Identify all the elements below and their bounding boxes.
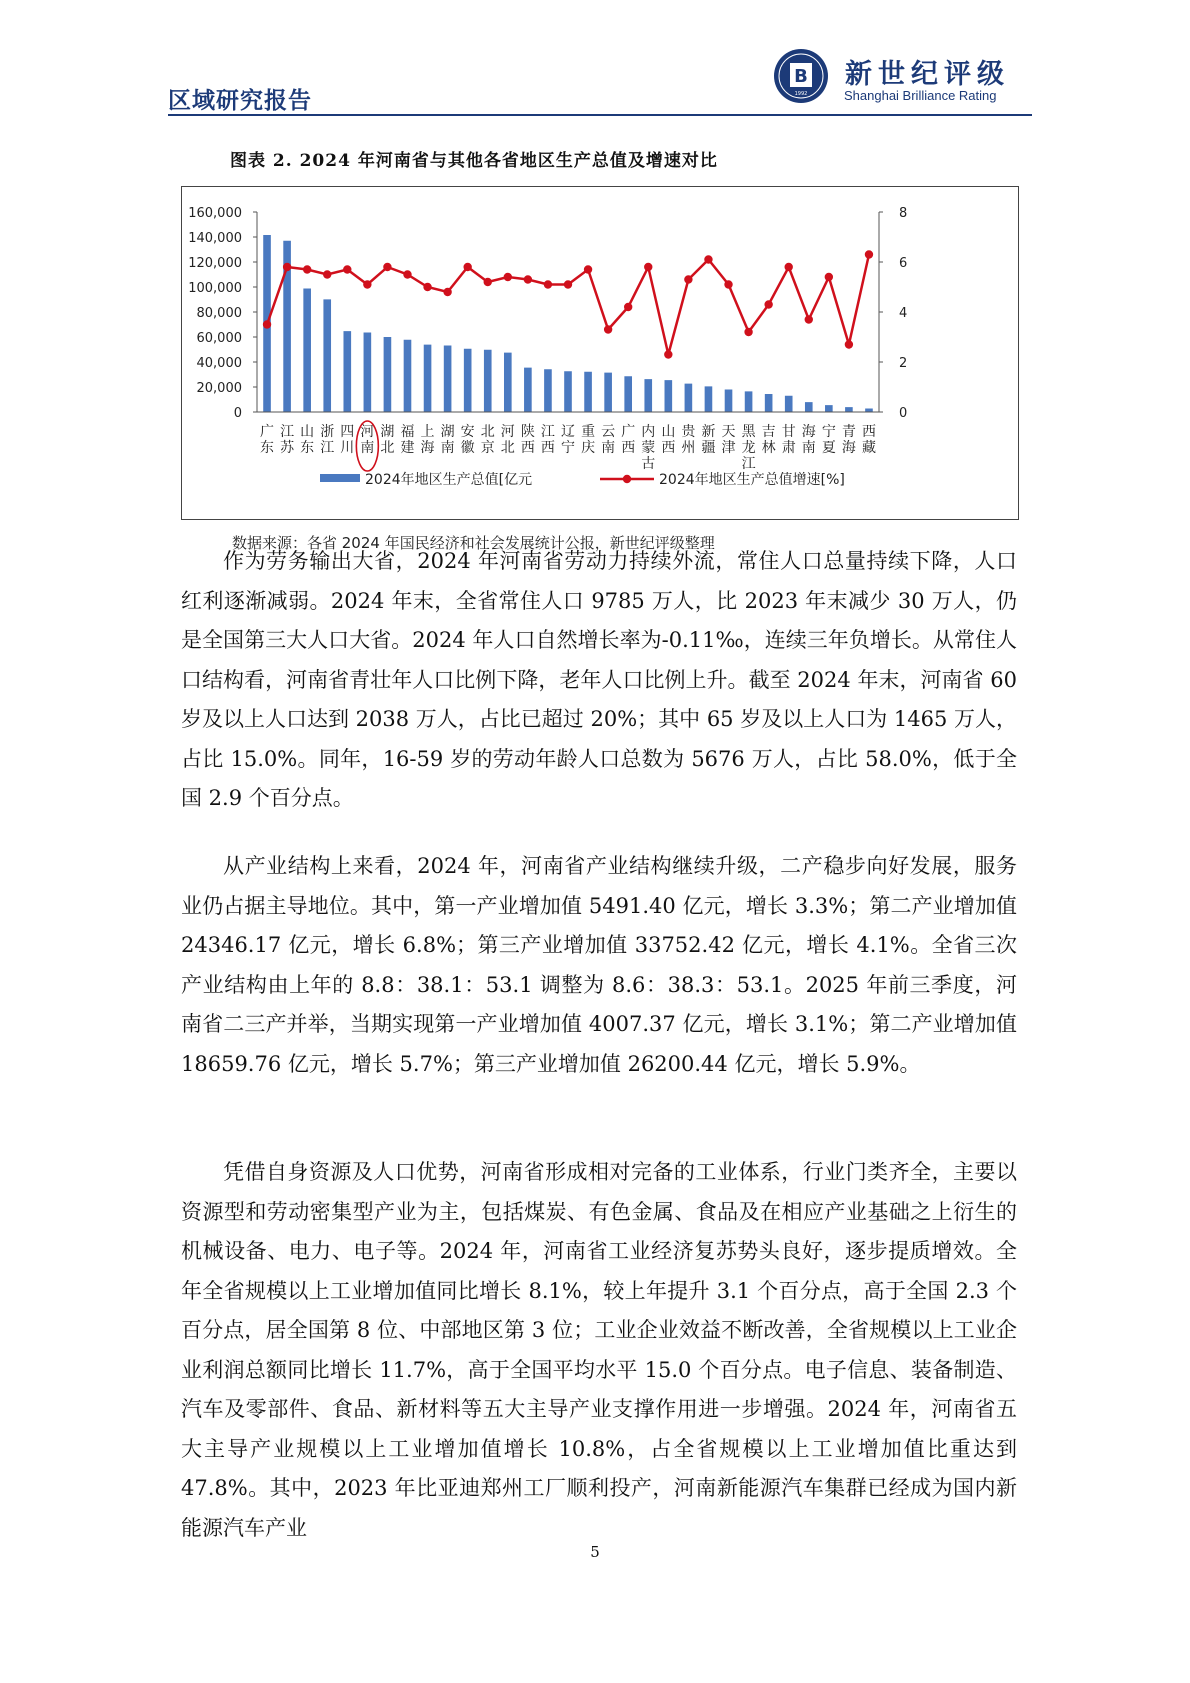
gdp-bar — [444, 346, 452, 413]
y-left-tick-label: 0 — [233, 406, 242, 421]
growth-point — [323, 270, 331, 278]
x-category-label: 河南 — [360, 424, 375, 456]
growth-line — [267, 255, 869, 355]
growth-point — [724, 280, 732, 288]
growth-point — [805, 315, 813, 323]
gdp-bar — [685, 384, 693, 412]
legend-line-marker — [623, 475, 631, 483]
x-category-label: 重庆 — [581, 424, 596, 456]
x-category-label: 新疆 — [701, 424, 716, 456]
figure-source: 数据来源：各省 2024 年国民经济和社会发展统计公报，新世纪评级整理 — [232, 534, 715, 552]
x-category-label: 海南 — [801, 424, 816, 456]
paragraph-industrial-system: 凭借自身资源及人口优势，河南省形成相对完备的工业体系，行业门类齐全，主要以资源型和劳动密集型产业为主，包括煤炭、有色金属、食品及在相应产业基础之上衍生的机械设备、电力、电子等。2024 年，河南省工业经济复苏势头良好，逐步提质增效。全年全省规模以上工业增加值同比增长 8.1%，较上年提升 3.1 个百分点，高于全国 2.3 个百分点，居全国第 8 位、中部地区第 3 位；工业企业效益不断改善，全省规模以上工业企业利润总额同比增长 11.7%，高于全国平均水平 15.0 个百分点。电子信息、装备制造、汽车及零部件、食品、新材料等五大主导产业支撑作用进一步增强。2024 年，河南省五大主导产业规模以上工业增加值增长 10.8%，占全省规模以上工业增加值比重达到 47.8%。其中，2023 年比亚迪郑州工厂顺利投产，河南新能源汽车集群已经成为国内新能源汽车产业 — [181, 1160, 1017, 1540]
y-right-tick-label: 4 — [899, 306, 908, 321]
x-category-label: 湖北 — [380, 424, 395, 456]
y-left-tick-label: 140,000 — [188, 231, 242, 246]
growth-point — [644, 263, 652, 271]
gdp-bar — [524, 368, 532, 412]
x-category-label: 内蒙古 — [641, 424, 656, 472]
gdp-bar — [825, 405, 833, 412]
y-left-tick-label: 40,000 — [196, 356, 242, 371]
gdp-bar — [384, 337, 392, 412]
gdp-bar — [644, 379, 652, 412]
growth-point — [303, 265, 311, 273]
gdp-bar — [464, 349, 472, 412]
gdp-bar — [624, 376, 632, 412]
gdp-bar — [845, 407, 853, 412]
growth-point — [604, 325, 612, 333]
y-left-tick-label: 60,000 — [196, 331, 242, 346]
x-category-label: 北京 — [480, 424, 495, 456]
figure-caption: 图表 2. 2024 年河南省与其他各省地区生产总值及增速对比 — [230, 151, 718, 171]
gdp-chart-svg — [182, 187, 1018, 519]
x-category-label: 广东 — [260, 424, 275, 456]
x-category-label: 甘肃 — [781, 424, 796, 456]
growth-point — [504, 273, 512, 281]
y-right-tick-label: 8 — [899, 206, 908, 221]
y-left-tick-label: 120,000 — [188, 256, 242, 271]
y-left-tick-label: 160,000 — [188, 206, 242, 221]
x-category-label: 江西 — [540, 424, 555, 456]
gdp-bar — [745, 391, 753, 412]
growth-point — [544, 280, 552, 288]
gdp-bar — [303, 289, 311, 413]
growth-point — [664, 350, 672, 358]
x-category-label: 四川 — [340, 424, 355, 456]
growth-point — [524, 275, 532, 283]
growth-point — [764, 300, 772, 308]
x-category-label: 山东 — [300, 424, 315, 456]
brand-logo-icon — [773, 48, 829, 104]
gdp-bar — [564, 371, 572, 412]
legend-bar-swatch — [320, 474, 360, 482]
x-category-label: 山西 — [661, 424, 676, 456]
gdp-bar — [785, 396, 793, 412]
x-category-label: 湖南 — [440, 424, 455, 456]
growth-point — [263, 320, 271, 328]
x-category-label: 江苏 — [280, 424, 295, 456]
growth-point — [283, 263, 291, 271]
growth-point — [744, 328, 752, 336]
x-category-label: 宁夏 — [821, 424, 836, 456]
x-category-label: 上海 — [420, 424, 435, 456]
x-category-label: 福建 — [400, 424, 415, 456]
page-number: 5 — [590, 1543, 600, 1561]
gdp-bar — [364, 333, 372, 413]
growth-point — [865, 250, 873, 258]
y-left-tick-label: 80,000 — [196, 306, 242, 321]
gdp-bar — [424, 345, 432, 412]
legend-line-label: 2024年地区生产总值增速[%] — [659, 472, 845, 488]
gdp-bar — [484, 350, 492, 412]
gdp-bar — [865, 409, 873, 413]
gdp-bar — [404, 340, 412, 412]
growth-point — [624, 303, 632, 311]
growth-point — [564, 280, 572, 288]
gdp-bar — [665, 380, 673, 412]
x-category-label: 青海 — [841, 424, 856, 456]
x-category-label: 辽宁 — [561, 424, 575, 456]
growth-point — [785, 263, 793, 271]
growth-point — [845, 340, 853, 348]
growth-point — [484, 278, 492, 286]
x-category-label: 天津 — [721, 424, 736, 456]
gdp-bar — [805, 402, 813, 412]
brand-name-en: Shanghai Brilliance Rating — [844, 88, 997, 103]
growth-point — [423, 283, 431, 291]
x-category-label: 吉林 — [761, 424, 776, 456]
growth-point — [403, 270, 411, 278]
growth-point — [684, 275, 692, 283]
y-right-tick-label: 0 — [899, 406, 908, 421]
x-category-label: 贵州 — [681, 424, 696, 456]
report-section-title: 区域研究报告 — [168, 88, 312, 114]
x-category-label: 广西 — [621, 424, 636, 456]
x-category-label: 安徽 — [460, 424, 475, 456]
growth-point — [343, 265, 351, 273]
y-left-tick-label: 20,000 — [196, 381, 242, 396]
gdp-bar — [584, 372, 592, 412]
gdp-chart — [181, 186, 1019, 520]
growth-point — [825, 273, 833, 281]
growth-point — [704, 255, 712, 263]
y-right-tick-label: 6 — [899, 256, 908, 271]
x-category-label: 河北 — [500, 424, 515, 456]
svg-text:B: B — [794, 66, 808, 87]
paragraph-industry-structure: 从产业结构上来看，2024 年，河南省产业结构继续升级，二产稳步向好发展，服务业仍占据主导地位。其中，第一产业增加值 5491.40 亿元，增长 3.3%；第二产业增加值 24346.17 亿元，增长 6.8%；第三产业增加值 33752.42 亿元，增长 4.1%。全省三次产业结构由上年的 8.8：38.1：53.1 调整为 8.6：38.3：53.1。2025 年前三季度，河南省二三产并举，当期实现第一产业增加值 4007.37 亿元，增长 3.1%；第二产业增加值 18659.76 亿元，增长 5.7%；第三产业增加值 26200.44 亿元，增长 5.9%。 — [181, 854, 1017, 1076]
growth-point — [363, 280, 371, 288]
x-category-label: 西藏 — [861, 424, 876, 456]
x-category-label: 黑龙江 — [741, 424, 756, 472]
gdp-bar — [544, 369, 552, 412]
paragraph-population: 作为劳务输出大省，2024 年河南省劳动力持续外流，常住人口总量持续下降，人口红利逐渐减弱。2024 年末，全省常住人口 9785 万人，比 2023 年末减少 30 万人，仍是全国第三大人口大省。2024 年人口自然增长率为-0.11‰，连续三年负增长。从常住人口结构看，河南省青壮年人口比例下降，老年人口比例上升。截至 2024 年末，河南省 60 岁及以上人口达到 2038 万人，占比已超过 20%；其中 65 岁及以上人口为 1465 万人，占比 15.0%。同年，16-59 岁的劳动年龄人口总数为 5676 万人，占比 58.0%，低于全国 2.9 个百分点。 — [181, 549, 1018, 810]
gdp-bar — [323, 299, 331, 412]
gdp-bar — [343, 331, 351, 412]
growth-point — [443, 288, 451, 296]
y-left-tick-label: 100,000 — [188, 281, 242, 296]
x-category-label: 浙江 — [320, 424, 335, 456]
gdp-bar — [725, 390, 733, 413]
growth-point — [463, 263, 471, 271]
header-rule — [168, 114, 1032, 116]
x-category-label: 云南 — [601, 424, 616, 456]
logo-year: 1992 — [794, 91, 808, 97]
growth-point — [383, 263, 391, 271]
brand-name-cn: 新世纪评级 — [845, 59, 1010, 90]
gdp-bar — [765, 394, 773, 412]
gdp-bar — [705, 386, 713, 412]
legend-bar-label: 2024年地区生产总值[亿元 — [365, 472, 533, 488]
x-category-label: 陕西 — [520, 424, 535, 456]
y-right-tick-label: 2 — [899, 356, 908, 371]
growth-point — [584, 265, 592, 273]
gdp-bar — [604, 373, 612, 412]
gdp-bar — [504, 353, 512, 412]
